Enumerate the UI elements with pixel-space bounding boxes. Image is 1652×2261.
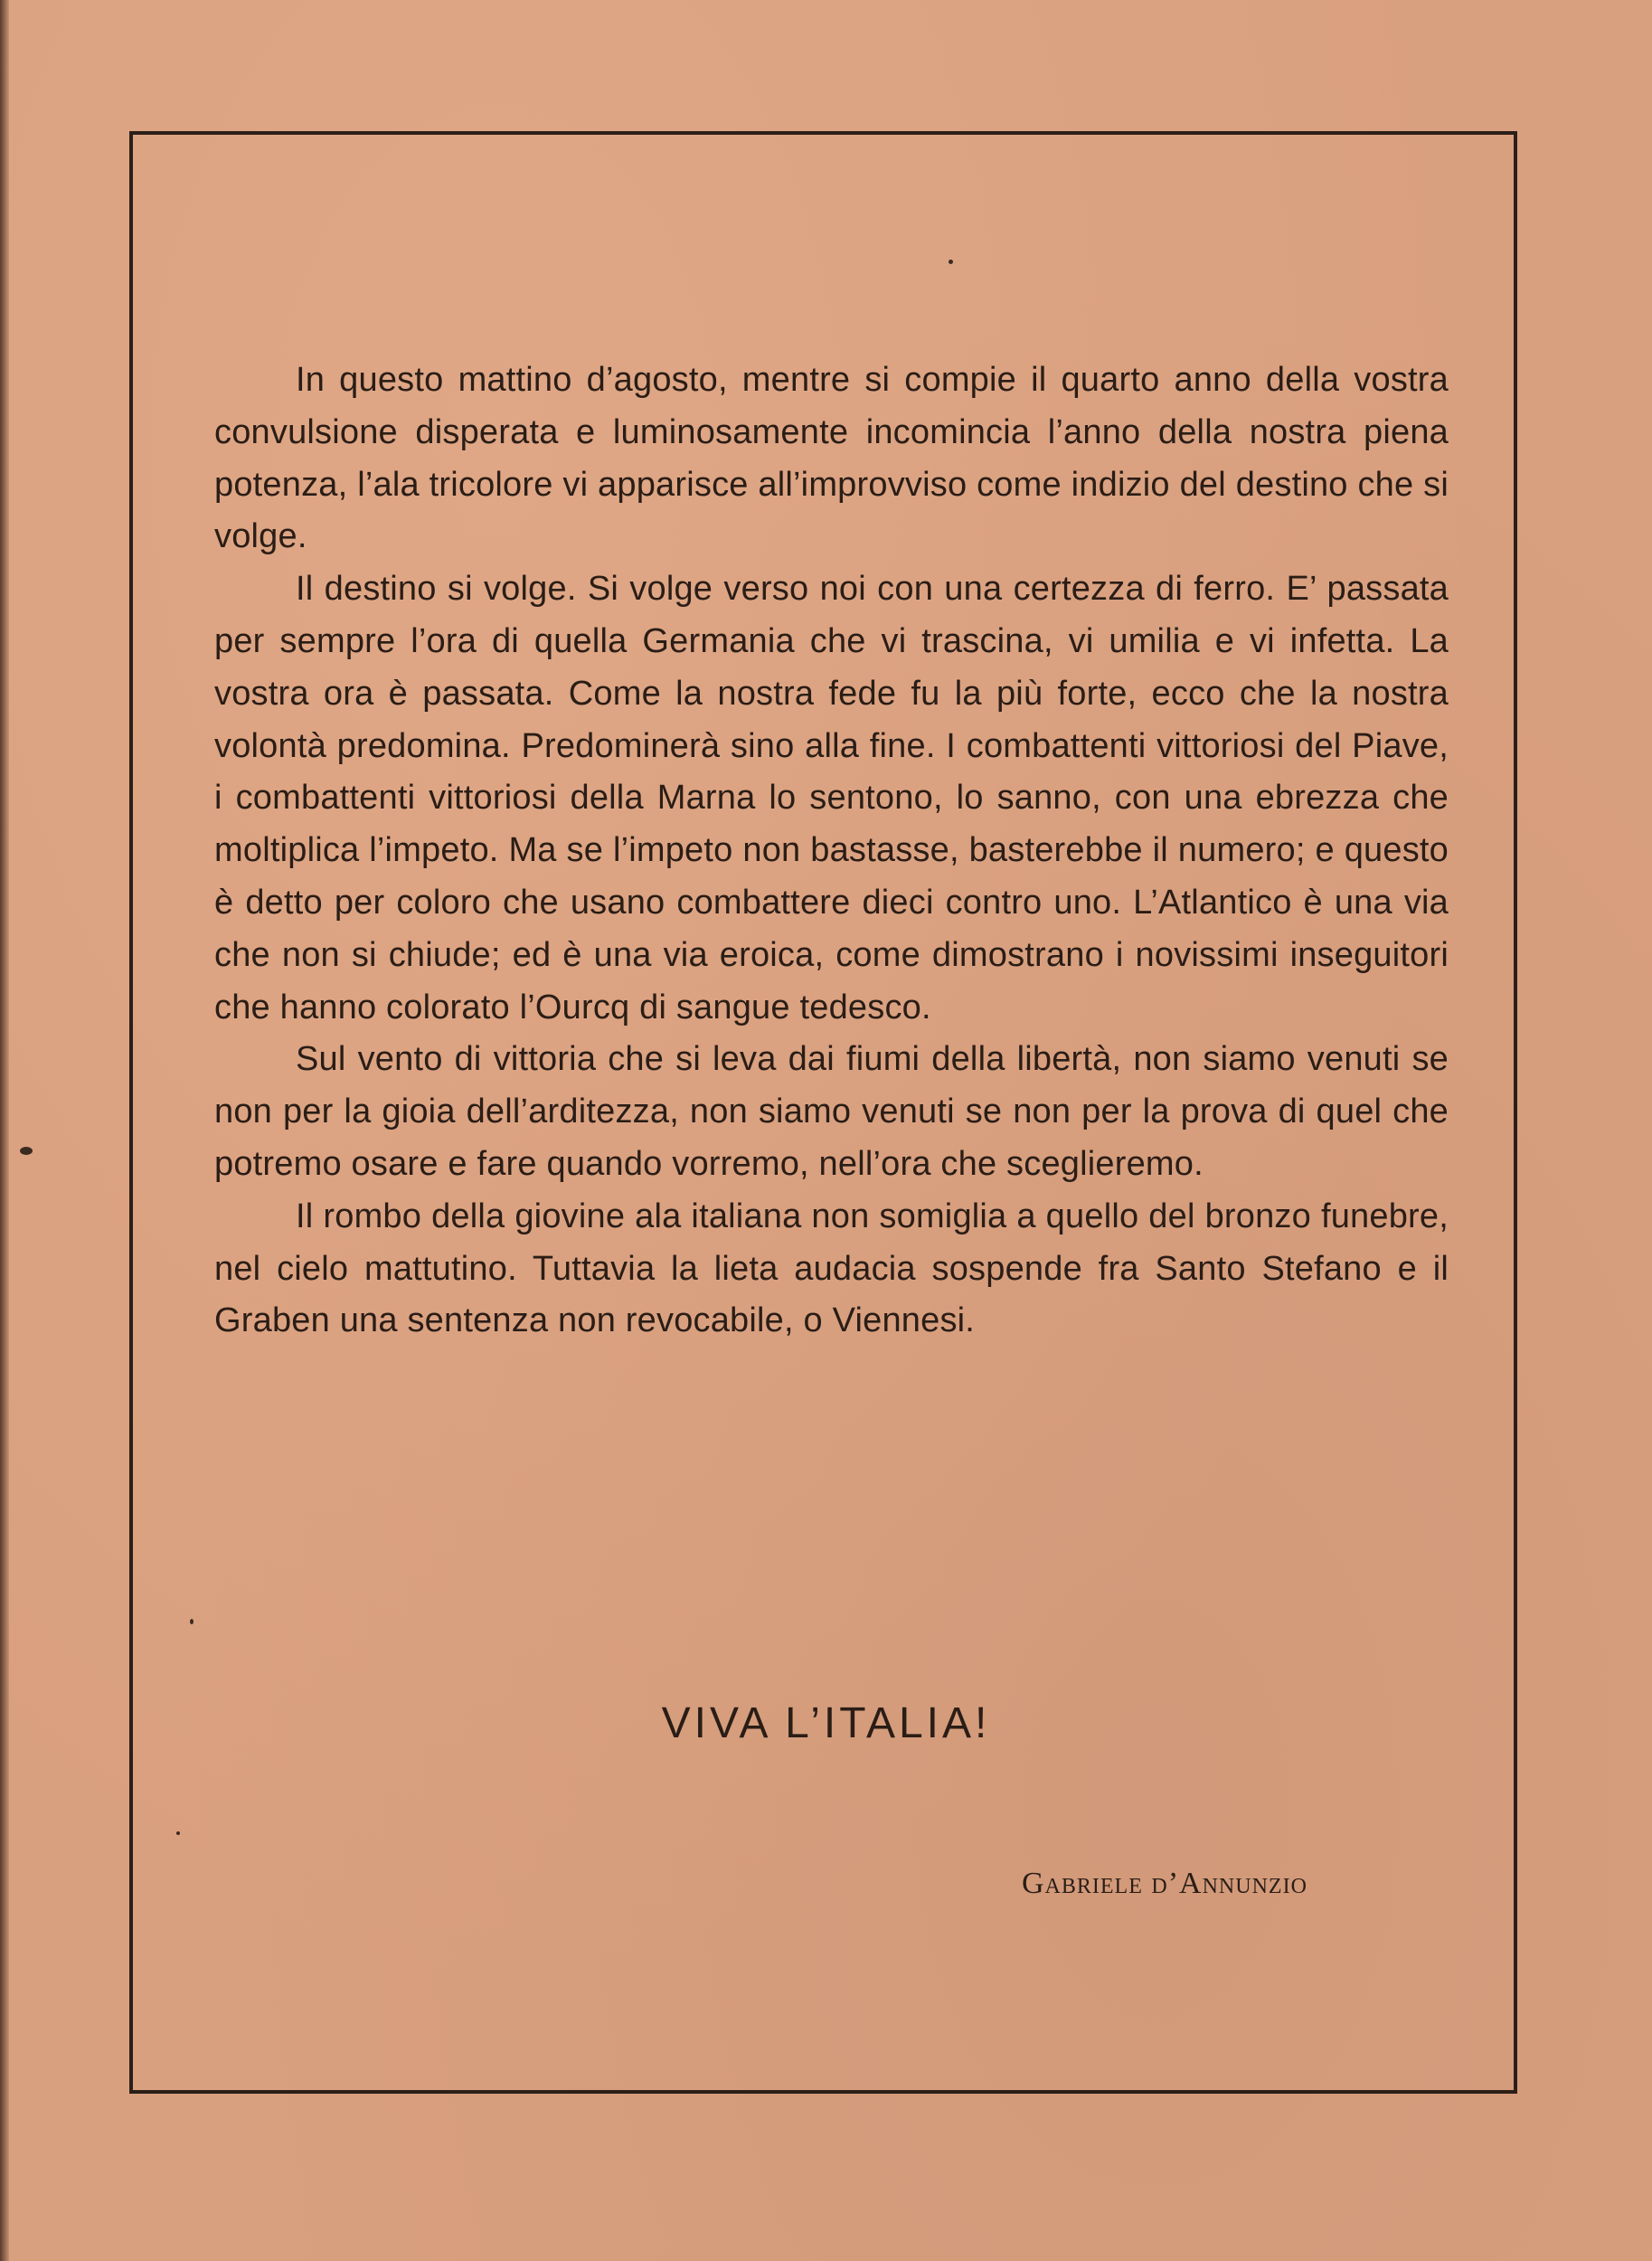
paragraph: Il rombo della giovine ala italiana non somiglia a quello del bronzo funebre, nel cielo mattutino. Tuttavia la lieta audacia sospende fra Santo Stefano e il Graben una sentenza non revocabile, o Viennesi. [214, 1197, 1449, 1340]
paragraph: In questo mattino d’agosto, mentre si compie il quarto anno della vostra convulsione disperata e luminosamente incomincia l’anno della nostra piena potenza, l’ala tricolore vi apparisce all’improvviso come indizio del destino che si volge. [214, 361, 1449, 556]
paper-speck [949, 260, 953, 264]
paragraph: Sul vento di vittoria che si leva dai fiumi della libertà, non siamo venuti se non per la gioia dell’arditezza, non siamo venuti se non per la prova di quel che potremo osare e fare quando vorremo, nell’ora che sceglieremo. [214, 1040, 1449, 1183]
paragraph: Il destino si volge. Si volge verso noi con una certezza di ferro. E’ passata per sempre l’ora di quella Germania che vi trascina, vi umilia e vi infetta. La vostra ora è passata. Come la nostra fede fu la più forte, ecco che la nostra volontà predomina. Predominerà sino alla fine. I combattenti vittoriosi del Piave, i combattenti vittoriosi della Marna lo sentono, lo sanno, con una ebrezza che moltiplica l’impeto. Ma se l’impeto non bastasse, basterebbe il numero; e questo è detto per coloro che usano combattere dieci contro uno. L’Atlantico è una via che non si chiude; ed è una via eroica, come dimostrano i novissimi inseguitori che hanno colorato l’Ourcq di sangue tedesco. [214, 570, 1449, 1026]
paper-speck [176, 1831, 180, 1835]
page-edge-shadow [0, 0, 9, 2261]
slogan-heading: VIVA L’ITALIA! [661, 1699, 991, 1747]
author-signature: Gabriele d’Annunzio [1022, 1867, 1307, 1900]
paper-speck [190, 1619, 194, 1624]
paper-speck [20, 1147, 33, 1155]
letter-body [214, 355, 1449, 1348]
